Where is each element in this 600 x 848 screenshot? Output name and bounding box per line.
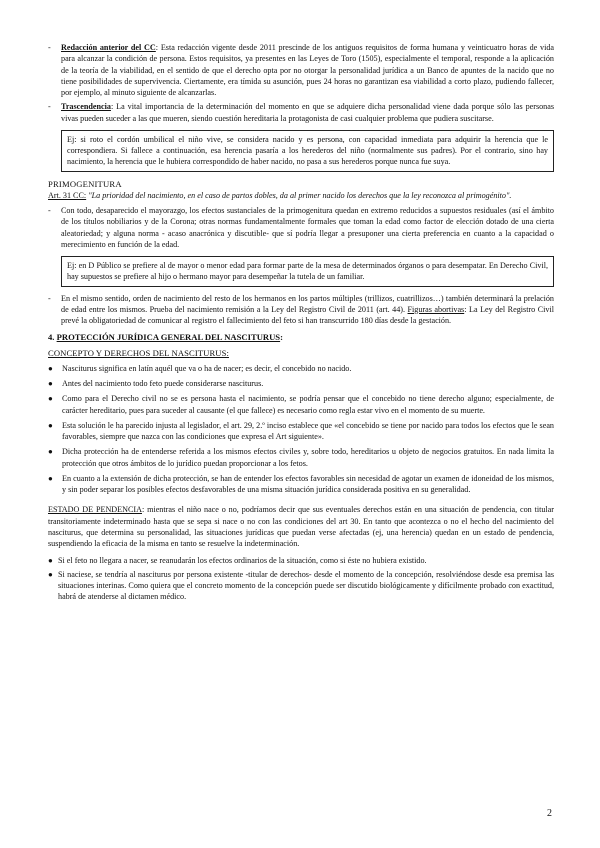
list-item: - Redacción anterior del CC: Esta redacción vigente desde 2011 prescinde de los antiguos requisitos de forma humana y veinticuatro horas de vida para alcanzar la condición de persona. Estos requisitos, ya presentes en las Leyes de Toro (1505), especialmente el temporal, responde a la aplicación de la teoría de la viabilidad, en el sentido de que el derecho opta por no otorgar la personalidad jurídica a un Banco de apuntes de la nacido que no tiene posibilidades de supervivencia. Ciertamente, era tímida su asunción, pues 24 horas no garantizan esa viabilidad a corto plazo, pudiendo fallecer, por ejemplo, al minuto siguiente de alcanzarlas.: [48, 43, 554, 97]
list-item: - En el mismo sentido, orden de nacimiento del resto de los hermanos en los partos múltiples (trillizos, cuatrillizos…) también determinará la prelación de edad entre los mismos. Prueba del nacimiento remisión a la Ley del Registro Civil de 2011 (art. 44). Figuras abortivas: La Ley del Registro Civil prevé la obligatoriedad de comunicar al registro el fallecimiento del feto si han transcurrido 180 días desde la gestación.: [48, 293, 554, 325]
page-number: 2: [547, 808, 552, 819]
example-box: Ej: en D Público se prefiere al de mayor o menor edad para formar parte de la mesa de determinados órganos o para desempatar. En Derecho Civil, hay supuestos se prefiere al hijo o hermano mayor para desempeñar la tutela de un familiar.: [61, 256, 554, 287]
paragraph-text: : La vital importancia de la determinación del momento en que se adquiere dicha personalidad viene dada porque sólo las personas vivas pueden suceder a las que mueren, siendo cuestión hereditaria la protagonista de casi cualquier problema que pudiera suscitarse.: [61, 102, 554, 123]
bullet-item: ● Como para el Derecho civil no se es persona hasta el nacimiento, se podría pensar que el concebido no tiene derecho alguno; especialmente, de carácter hereditario, pues para suceder al causante (el que fallece) es necesario como regla estar vivo en el momento de su muerte.: [48, 394, 554, 415]
example-box: Ej: si roto el cordón umbilical el niño vive, se considera nacido y es persona, con capacidad inmediata para adquirir la herencia que le correspondiera. Si fallece a continuación, esa herencia pasaría a los herederos del niño (normalmente sus padres). Por el contrario, sino hay nacimiento, la herencia que le hubiera correspondido de haber nacido, no pasa a sus herederos porque nunca fue suya.: [61, 130, 554, 172]
section-heading: PRIMOGENITURA: [48, 178, 122, 189]
bullet-item: ● Si el feto no llegara a nacer, se reanudarán los efectos ordinarios de la situación, como si éste no hubiera existido.: [48, 556, 427, 566]
term-label: ESTADO DE PENDENCIA: [48, 505, 142, 515]
bullet-item: ● Nasciturus significa en latín aquél que va o ha de nacer; es decir, el concebido no nacido.: [48, 363, 352, 373]
term-label: Figuras abortivas: [407, 304, 465, 314]
term-label: Redacción anterior del CC: [61, 43, 156, 52]
bullet-item: ● En cuanto a la extensión de dicha protección, se han de entender los efectos favorables sin necesidad de agotar un examen de idoneidad de los mismos, y sin poder separar los posibles efectos desfavorables de una misma situación jurídica considerada positiva en su generalidad.: [48, 473, 554, 494]
term-label: Trascendencia: [61, 102, 111, 112]
bullet-item: ● Dicha protección ha de entenderse referida a los mismos efectos civiles y, sobre todo, hereditarios u objeto de negocios gratuitos. En nada limita la protección que otros ámbitos de lo jurídico puedan proporcionar a los fetos.: [48, 447, 554, 468]
subsection-heading: CONCEPTO Y DERECHOS DEL NASCITURUS:: [48, 347, 229, 358]
bullet-item: ● Si naciese, se tendría al nasciturus por persona existente -titular de derechos- desde el momento de la concepción, resolviéndose desde esa premisa las situaciones interinas. Como quiera que el concreto momento de la concepción puede ser discutido biológicamente y difícilmente probado con exactitud, habrá de atenderse al dictamen médico.: [48, 569, 554, 601]
article-quote: Art. 31 CC: "La prioridad del nacimiento, en el caso de partos dobles, da al primer nacido los derechos que la ley reconozca al primogénito".: [48, 190, 512, 200]
list-item: - Trascendencia: La vital importancia de la determinación del momento en que se adquiere dicha personalidad viene dada porque sólo las personas vivas pueden suceder a las que mueren, siendo cuestión hereditaria la protagonista de casi cualquier problema que pudiera suscitarse.: [48, 102, 554, 123]
paragraph-text: : Esta redacción vigente desde 2011 prescinde de los antiguos requisitos de forma humana y veinticuatro horas de vida para alcanzar la condición de persona. Estos requisitos, ya presentes en las Leyes de Toro (1505), especialmente el temporal, responde a la aplicación de la teoría de la viabilidad, en el sentido de que el derecho opta por no otorgar la personalidad jurídica a un Banco de apuntes de la nacido que no tiene posibilidades de supervivencia. Ciertamente, era tímida su asunción, pues 24 horas no garantizan esa viabilidad a corto plazo, pudiendo fallecer, por ejemplo, al minuto siguiente de alcanzarlas.: [61, 43, 554, 97]
section-title: 4. PROTECCIÓN JURÍDICA GENERAL DEL NASCITURUS:: [48, 332, 283, 343]
bullet-item: ● Esta solución le ha parecido injusta al legislador, el art. 29, 2.º inciso establece que «el concebido se tiene por nacido para todos los efectos que le sean favorables, siempre que nazca con las condiciones que expresa el Art siguiente».: [48, 420, 554, 441]
estado-paragraph: ESTADO DE PENDENCIA: mientras el niño nace o no, podríamos decir que sus eventuales derechos están en una situación de pendencia, con titular transitoriamente indeterminado hasta que se sepa si nace o no con las condiciones del art 30. En tanto que acontezca o no el hecho del nacimiento del nasciturus, que determina su personalidad, las situaciones jurídicas que puedan verse afectadas (ej, una herencia) quedan en un estado de pendencia, suspendiendo la eficacia de la misma en tanto se resuelve la indeterminación.: [48, 505, 554, 548]
paragraph-text: Con todo, desaparecido el mayorazgo, los efectos sustanciales de la primogenitura quedan en extremo reducidos a supuestos residuales (así el ámbito de los títulos nobiliarios y de la Corona; otras normas fundamentalmente formales que toman la edad como factor de elección dotado de una cierta aleatoriedad; y alguna norma - acaso anacrónica y discutible- que sí podría llegar a presuponer una cierta preferencia en cuanto a la capacidad o merecimiento en función de la edad.: [61, 206, 554, 249]
bullet-item: ● Antes del nacimiento todo feto puede considerarse nasciturus.: [48, 379, 264, 388]
list-item: - Con todo, desaparecido el mayorazgo, los efectos sustanciales de la primogenitura quedan en extremo reducidos a supuestos residuales (así el ámbito de los títulos nobiliarios y de la Corona; otras normas fundamentalmente formales que toman la edad como factor de elección dotado de una cierta aleatoriedad; y alguna norma - acaso anacrónica y discutible- que sí podría llegar a presuponer una cierta preferencia en cuanto a la capacidad o merecimiento en función de la edad.: [48, 206, 554, 249]
